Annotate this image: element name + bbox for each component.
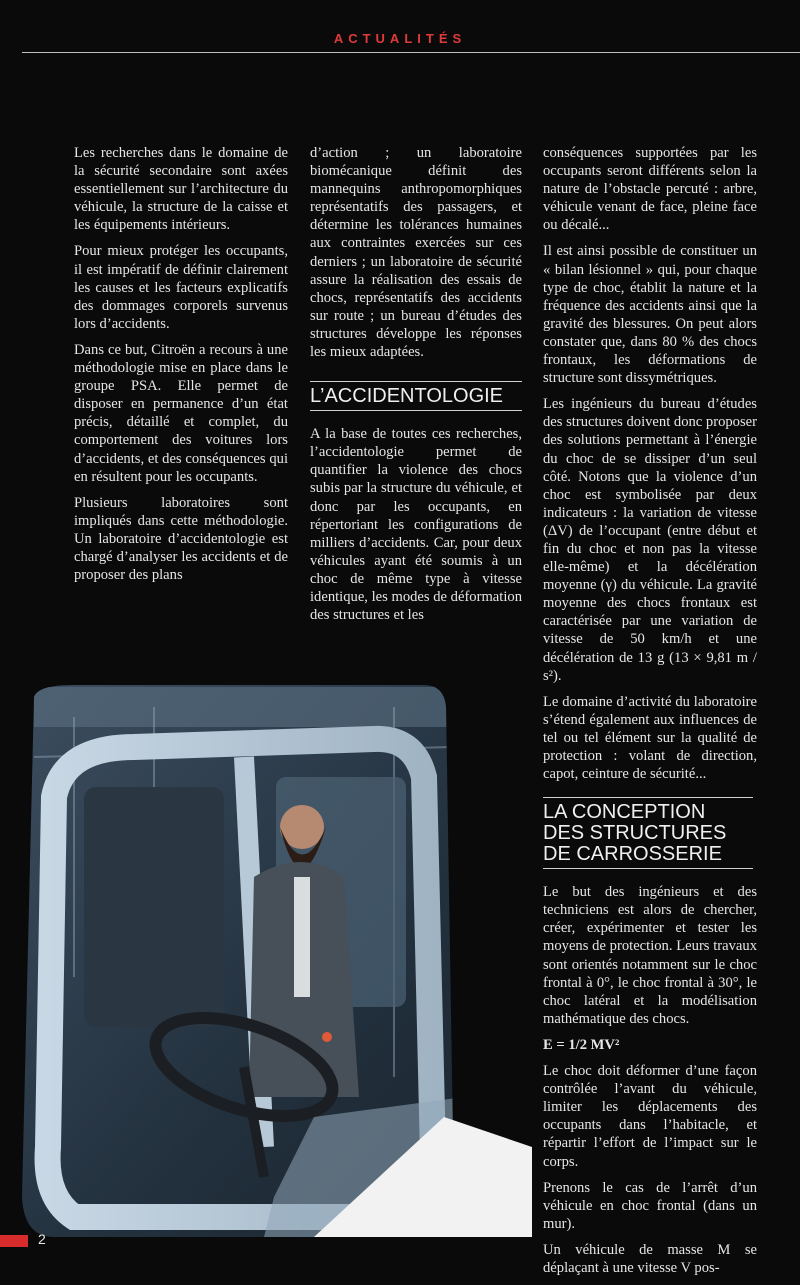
page-header [0, 0, 800, 56]
paragraph: Le domaine d’activité du laboratoire s’étend également aux influences de tel ou tel élément sur la qualité de protection : volant de direction, capot, ceinture de sécurité... [543, 693, 757, 783]
section-label: ACTUALITÉS [333, 31, 467, 46]
column-3 [543, 144, 757, 1285]
paragraph: d’action ; un laboratoire biomécanique définit des mannequins anthropomorphiques représentatifs des passagers, et détermine les tolérances humaines aux contraintes exercées sur ces derniers ; un laboratoire de sécurité assure la réalisation des essais de chocs, représentatifs des accidents sur route ; un bureau d’études des structures développe les réponses les mieux adaptées. [310, 145, 522, 361]
heading-line: DES STRUCTURES [543, 822, 727, 845]
paragraph: conséquences supportées par les occupants seront différents selon la nature de l’obstacle percuté : arbre, véhicule venant de face, pleine face ou décalé... [543, 145, 757, 234]
paragraph: Le but des ingénieurs et des techniciens est alors de chercher, créer, expérimenter et tester les moyens de protection. Leurs travaux sont orientés notamment sur le choc frontal à 0°, le choc frontal à 30°, le choc latéral et la modélisation mathématique des chocs. [543, 884, 757, 1027]
column-1 [74, 144, 288, 592]
heading-line: DE CARROSSERIE [543, 843, 722, 866]
paragraph: A la base de toutes ces recherches, l’accidentologie permet de quantifier la violence des chocs subis par la structure du véhicule, et donc par les occupants, en répertoriant les configurations de milliers d’accidents. Car, pour deux véhicules ayant été soumis à un choc de même type à vitesse identique, les modes de déformation des structures et les [310, 426, 522, 624]
section-heading-accidentologie: L’ACCIDENTOLOGIE [310, 381, 522, 411]
vehicle-cabin-photo [14, 677, 532, 1237]
heading-line: LA CONCEPTION [543, 801, 706, 824]
paragraph: Dans ce but, Citroën a recours à une méthodologie mise en place dans le groupe PSA. Elle permet de disposer en permanence d’un état précis, détaillé et complet, du comportement des voitures lors d’accidents, et des conséquences qui en résultent pour les occupants. [74, 341, 288, 485]
photo-illustration [14, 677, 532, 1237]
paragraph: Pour mieux protéger les occupants, il est impératif de définir clairement les causes et les facteurs explicatifs des dommages corporels survenus lors d’accidents. [74, 243, 288, 332]
paragraph: Les recherches dans le domaine de la sécurité secondaire sont axées essentiellement sur l’architecture du véhicule, la structure de la caisse et les équipements intérieurs. [74, 145, 288, 234]
paragraph: Prenons le cas de l’arrêt d’un véhicule en choc frontal (dans un mur). [543, 1179, 757, 1232]
paragraph: Il est ainsi possible de constituer un « bilan lésionnel » qui, pour chaque type de choc, établit la nature et la fréquence des accidents ainsi que la gravité des blessures. On peut alors constater que, dans 80 % des chocs frontaux, les déformations de structure sont dissymétriques. [543, 243, 757, 387]
paragraph: Un véhicule de masse M se déplaçant à une vitesse V pos- [543, 1241, 757, 1276]
paragraph: Les ingénieurs du bureau d’études des structures doivent donc proposer des solutions permettant à l’énergie du choc de se dissiper d’un seul côté. Notons que la violence d’un choc est symbolisée par deux indicateurs : la variation de vitesse (ΔV) de l’occupant (entre début et fin du choc et non pas la vitesse elle-même) et la décélération moyenne (γ) du véhicule. La gravité moyenne des chocs frontaux est caractérisée par une variation de vitesse de 50 km/h et une décélération de 13 g (13 × 9,81 m / s²). [543, 396, 757, 684]
formula: E = 1/2 MV² [543, 1036, 620, 1053]
column-2 [310, 144, 522, 632]
header-rule [22, 52, 800, 53]
paragraph: Plusieurs laboratoires sont impliqués dans cette méthodologie. Un laboratoire d’accidentologie est chargé d’analyser les accidents et de proposer des plans [74, 494, 288, 584]
section-heading-conception [543, 797, 753, 869]
paragraph: Le choc doit déformer d’une façon contrôlée l’avant du véhicule, limiter les déplacements des occupants dans l’habitacle, et répartir l’effort de l’impact sur le corps. [543, 1063, 757, 1170]
page-number: 2 [38, 1231, 46, 1247]
page-marker [0, 1235, 28, 1247]
